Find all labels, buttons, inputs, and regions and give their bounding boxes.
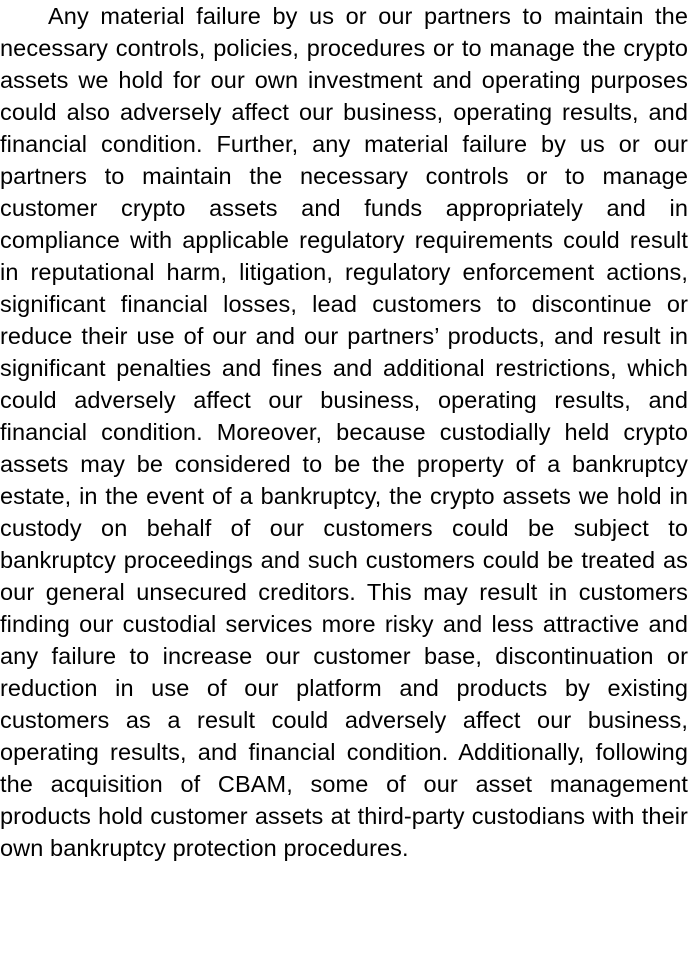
- body-paragraph: Any material failure by us or our partners to maintain the necessary controls, policies, procedures or to manage the crypto assets we hold for our own investment and operating purposes could also adversely affect our business, operating results, and financial condition. Further, any material failure by us or our partners to maintain the necessary controls or to manage customer crypto assets and funds appropriately and in compliance with applicable regulatory requirements could result in reputational harm, litigation, regulatory enforcement actions, significant financial losses, lead customers to discontinue or reduce their use of our and our partners’ products, and result in significant penalties and fines and additional restrictions, which could adversely affect our business, operating results, and financial condition. Moreover, because custodially held crypto assets may be considered to be the property of a bankruptcy estate, in the event of a bankruptcy, the crypto assets we hold in custody on behalf of our customers could be subject to bankruptcy proceedings and such customers could be treated as our general unsecured creditors. This may result in customers finding our custodial services more risky and less attractive and any failure to increase our customer base, discontinuation or reduction in use of our platform and products by existing customers as a result could adversely affect our business, operating results, and financial condition. Additionally, following the acquisition of CBAM, some of our asset management products hold customer assets at third-party custodians with their own bankruptcy protection procedures.: [0, 3, 688, 861]
